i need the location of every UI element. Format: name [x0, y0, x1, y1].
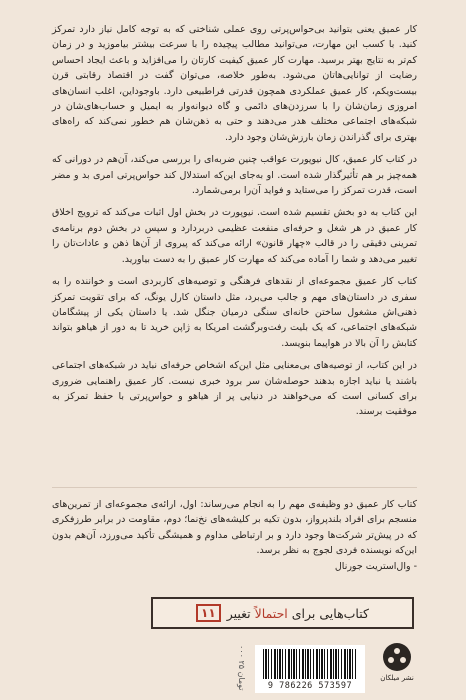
- publisher-name: نشر میلکان: [380, 674, 414, 682]
- barcode-number: 9 786226 573597: [267, 681, 353, 691]
- barcode-bars: [263, 649, 357, 679]
- description-text: [52, 22, 417, 427]
- quote-text: کتاب کار عمیق دو وظیفه‌ی مهم را به انجام می‌رساند: اول، ارائه‌ی مجموعه‌ای از تمرین‌های منسجم برای افراد بلندپرواز، بدون تکیه بر کلیشه‌های نخ‌نما؛ دوم، مقاومت در برابر طرزفکری که در پیش‌تر شرکت‌ها وجود دارد و بر ارتباطی مداوم و همیشگی تأکید می‌ورزد، آن‌هم بدون این‌که نویسنده فردی لجوج به نظر برسد.: [52, 499, 417, 557]
- paragraph: در کتاب کار عمیق، کال نیوپورت عواقب چنین ضربه‌ای را بررسی می‌کند، آن‌هم در دورانی که همه‌چیز بر هم تأثیرگذار شده است. او به‌جای این‌که استدلال کند حواس‌پرتی امری بد و مضر است، قدرت تمرکز را می‌ستاید و فواید آن‌را برمی‌شمارد.: [52, 154, 417, 197]
- publisher-logo: [375, 642, 419, 694]
- quote-attribution: - وال‌استریت جورنال: [334, 560, 417, 572]
- series-banner: [151, 597, 414, 629]
- series-highlight: احتمالاً: [254, 605, 288, 621]
- paragraph: این کتاب به دو بخش تقسیم شده است. نیوپورت در بخش اول اثبات می‌کند که ترویج اخلاق کار عمیق در هر شغل و حرفه‌ای منفعت عظیمی دربردارد و سپس در بخش دوم برنامه‌ی تمرینی دقیقی را در قالب «چهار قانون» ارائه می‌کند که پیروی از آن‌ها ذهن و عادات‌تان را تغییر می‌دهد و شما را آماده می‌کند که مهارت کار عمیق را به دست بیاورید.: [52, 207, 417, 265]
- series-label: کتاب‌هایی برای احتمالاً تغییر: [226, 605, 369, 621]
- series-number: ۱۱: [196, 604, 221, 622]
- publisher-logo-icon: [382, 642, 412, 672]
- barcode: [255, 645, 365, 693]
- divider: [52, 487, 417, 488]
- review-quote: [52, 497, 417, 574]
- price-label: ۰۰۰ تومان ۲۵: [237, 645, 246, 691]
- paragraph: کتاب کار عمیق مجموعه‌ای از نقدهای فرهنگی و توصیه‌های کاربردی است و خواننده را به سفری در داستان‌های مهم و جالب می‌برد، مثل داستان کارل یونگ، که برای تقویت تمرکز ذهنی‌اش مشغول ساختن خانه‌ای سنگی درمیان جنگل شد. یا داستان یکی از پیشگامان شبکه‌های اجتماعی، که یک بلیت رفت‌وبرگشت امریکا به ژاپن خرید تا به دور از هیاهو بتواند کتابش را آن بالا در هواپیما بنویسد.: [52, 276, 417, 349]
- paragraph: کار عمیق یعنی بتوانید بی‌حواس‌پرتی روی عملی شناختی که به توجه کامل نیاز دارد تمرکز کنید. با کسب این مهارت، می‌توانید مطالب پیچیده را با سرعت بیشتر بیاموزید و در زمان کم‌تر به نتایج بهتر برسید. مهارت کار عمیق کیفیت کارتان را می‌افزاید و باعث ایجاد احساس رضایت از توانایی‌هاتان می‌شود. به‌طور خلاصه، می‌توان گفت در اقتصاد رقابتی قرن بیست‌ویکم، کار عمیق عملکردی همچون قدرتی فراطبیعی دارد. با‌وجوداین، اغلب انسان‌های امروزی زمان‌شان را با سرزدن‌های دائمی و گاه دیوانه‌وار به ایمیل و حساب‌های‌شان در شبکه‌های اجتماعی مختلف هدر می‌دهند و حتی به ذهن‌شان هم خطور نمی‌کند که راه‌های بهتری برای گذراندن زمان بارزش‌شان وجود دارد.: [52, 24, 417, 143]
- paragraph: در این کتاب، از توصیه‌های بی‌معنایی مثل این‌که اشخاص حرفه‌ای نباید در شبکه‌های اجتماعی باشند یا نباید اجازه بدهند حوصله‌شان سر برود خبری نیست. کار عمیق راهنمایی ضروری برای کسانی است که می‌خواهند در دنیایی پر از هیاهو و حواس‌پرتی با حفظ تمرکز به موفقیت برسند.: [52, 360, 417, 418]
